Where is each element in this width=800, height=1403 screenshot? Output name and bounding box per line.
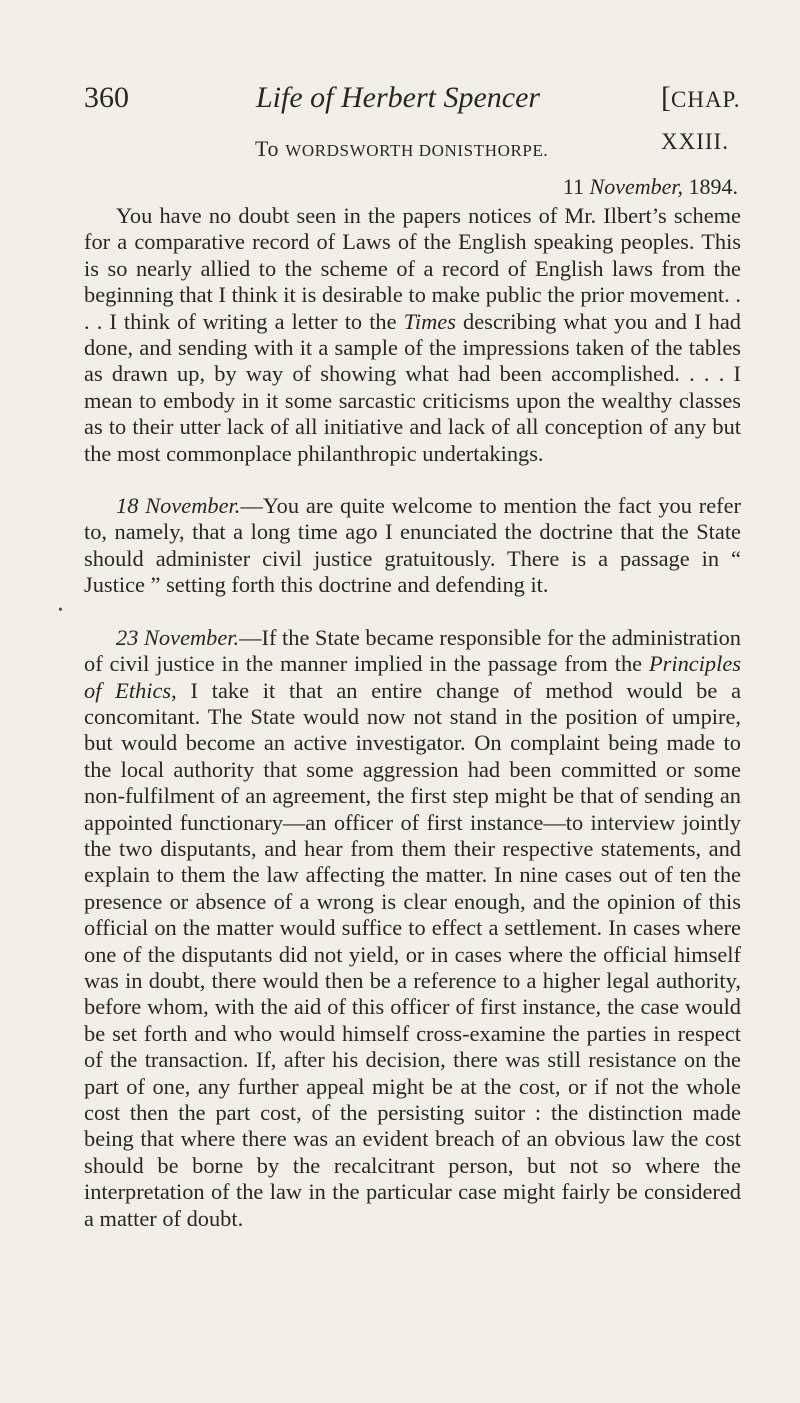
date-year: 1894. bbox=[688, 174, 738, 199]
letter-addressee bbox=[255, 134, 548, 166]
ethics-title: Principles of Ethics bbox=[84, 651, 741, 703]
paragraph-3-text-b: , I take it that an entire change of method would be a concomitant. The State would now not stand in the position of umpire, but would become an active investigator. On complaint being made to the local authority that some aggression had been committed or some non-fulfilment of an agreement, the first step might be that of sending an appointed functionary—an officer of first instance—to interview jointly the two disputants, and hear from them their respective statements, and explain to them the law affecting the matter. In nine cases out of ten the presence or absence of a wrong is clear enough, and the opinion of this official on the matter would suffice to effect a settlement. In cases where one of the disputants did not yield, or in cases where the official himself was in doubt, there would then be a reference to a higher legal authority, before whom, with the aid of this officer of first instance, the case would be set forth and who would himself cross-examine the parties in respect of the transaction. If, after his decision, there was still resistance on the part of one, any further appeal might be at the cost, or if not the whole cost then the part cost, of the persisting suitor : the distinction made being that where there was an evident breach of an obvious law the cost should be borne by the recalcitrant person, but not so where the interpretation of the law in the particular case might fairly be considered a matter of doubt. bbox=[84, 677, 742, 1231]
chapter-bracket: [ bbox=[661, 81, 671, 114]
paragraph-3 bbox=[84, 625, 741, 1232]
salutation-prefix: To bbox=[255, 136, 280, 161]
chapter-number: CHAP. XXIII. bbox=[661, 87, 741, 154]
addressee-name: WORDSWORTH DONISTHORPE. bbox=[285, 141, 549, 160]
paragraph-1 bbox=[84, 203, 741, 467]
letter-date bbox=[0, 172, 738, 202]
paragraph-1-text-a: You have no doubt seen in the papers notices of Mr. Ilbert’s scheme for a comparative record of Laws of the English speaking peoples. This is so nearly allied to the scheme of a record of English laws from the beginning that I think it is desirable to make public the prior movement. . . . I think of writing a letter to the bbox=[84, 203, 741, 334]
chapter-label bbox=[661, 78, 768, 162]
date-month: November, bbox=[589, 174, 683, 199]
letter-body bbox=[84, 203, 741, 1232]
paragraph-3-text-a: —If the State became responsible for the administration of civil justice in the manner implied in the passage from the bbox=[84, 624, 741, 677]
paragraph-2 bbox=[84, 493, 741, 599]
entry-date-18-nov: 18 November. bbox=[116, 493, 241, 519]
page-number: 360 bbox=[84, 81, 129, 114]
paragraph-2-text: —You are quite welcome to mention the fact you refer to, namely, that a long time ago I enunciated the doctrine that the State should administer civil justice gratuitously. There is a passage in “ Justice ” setting forth this doctrine and defending it. bbox=[84, 493, 741, 598]
running-title: Life of Herbert Spencer bbox=[256, 81, 541, 114]
times-title: Times bbox=[403, 308, 456, 334]
entry-date-23-nov: 23 November. bbox=[116, 624, 240, 650]
paragraph-1-text-b: describing what you and I had done, and sending with it a sample of the impressions taken of the tables as drawn up, by way of showing what had been accomplished. . . . I mean to embody in it some sarcastic criticisms upon the wealthy classes as to their utter lack of all initiative and lack of all conception of any but the most commonplace philanthropic undertakings. bbox=[84, 308, 741, 466]
margin-mark: • bbox=[58, 603, 63, 618]
date-day: 11 bbox=[562, 174, 585, 199]
